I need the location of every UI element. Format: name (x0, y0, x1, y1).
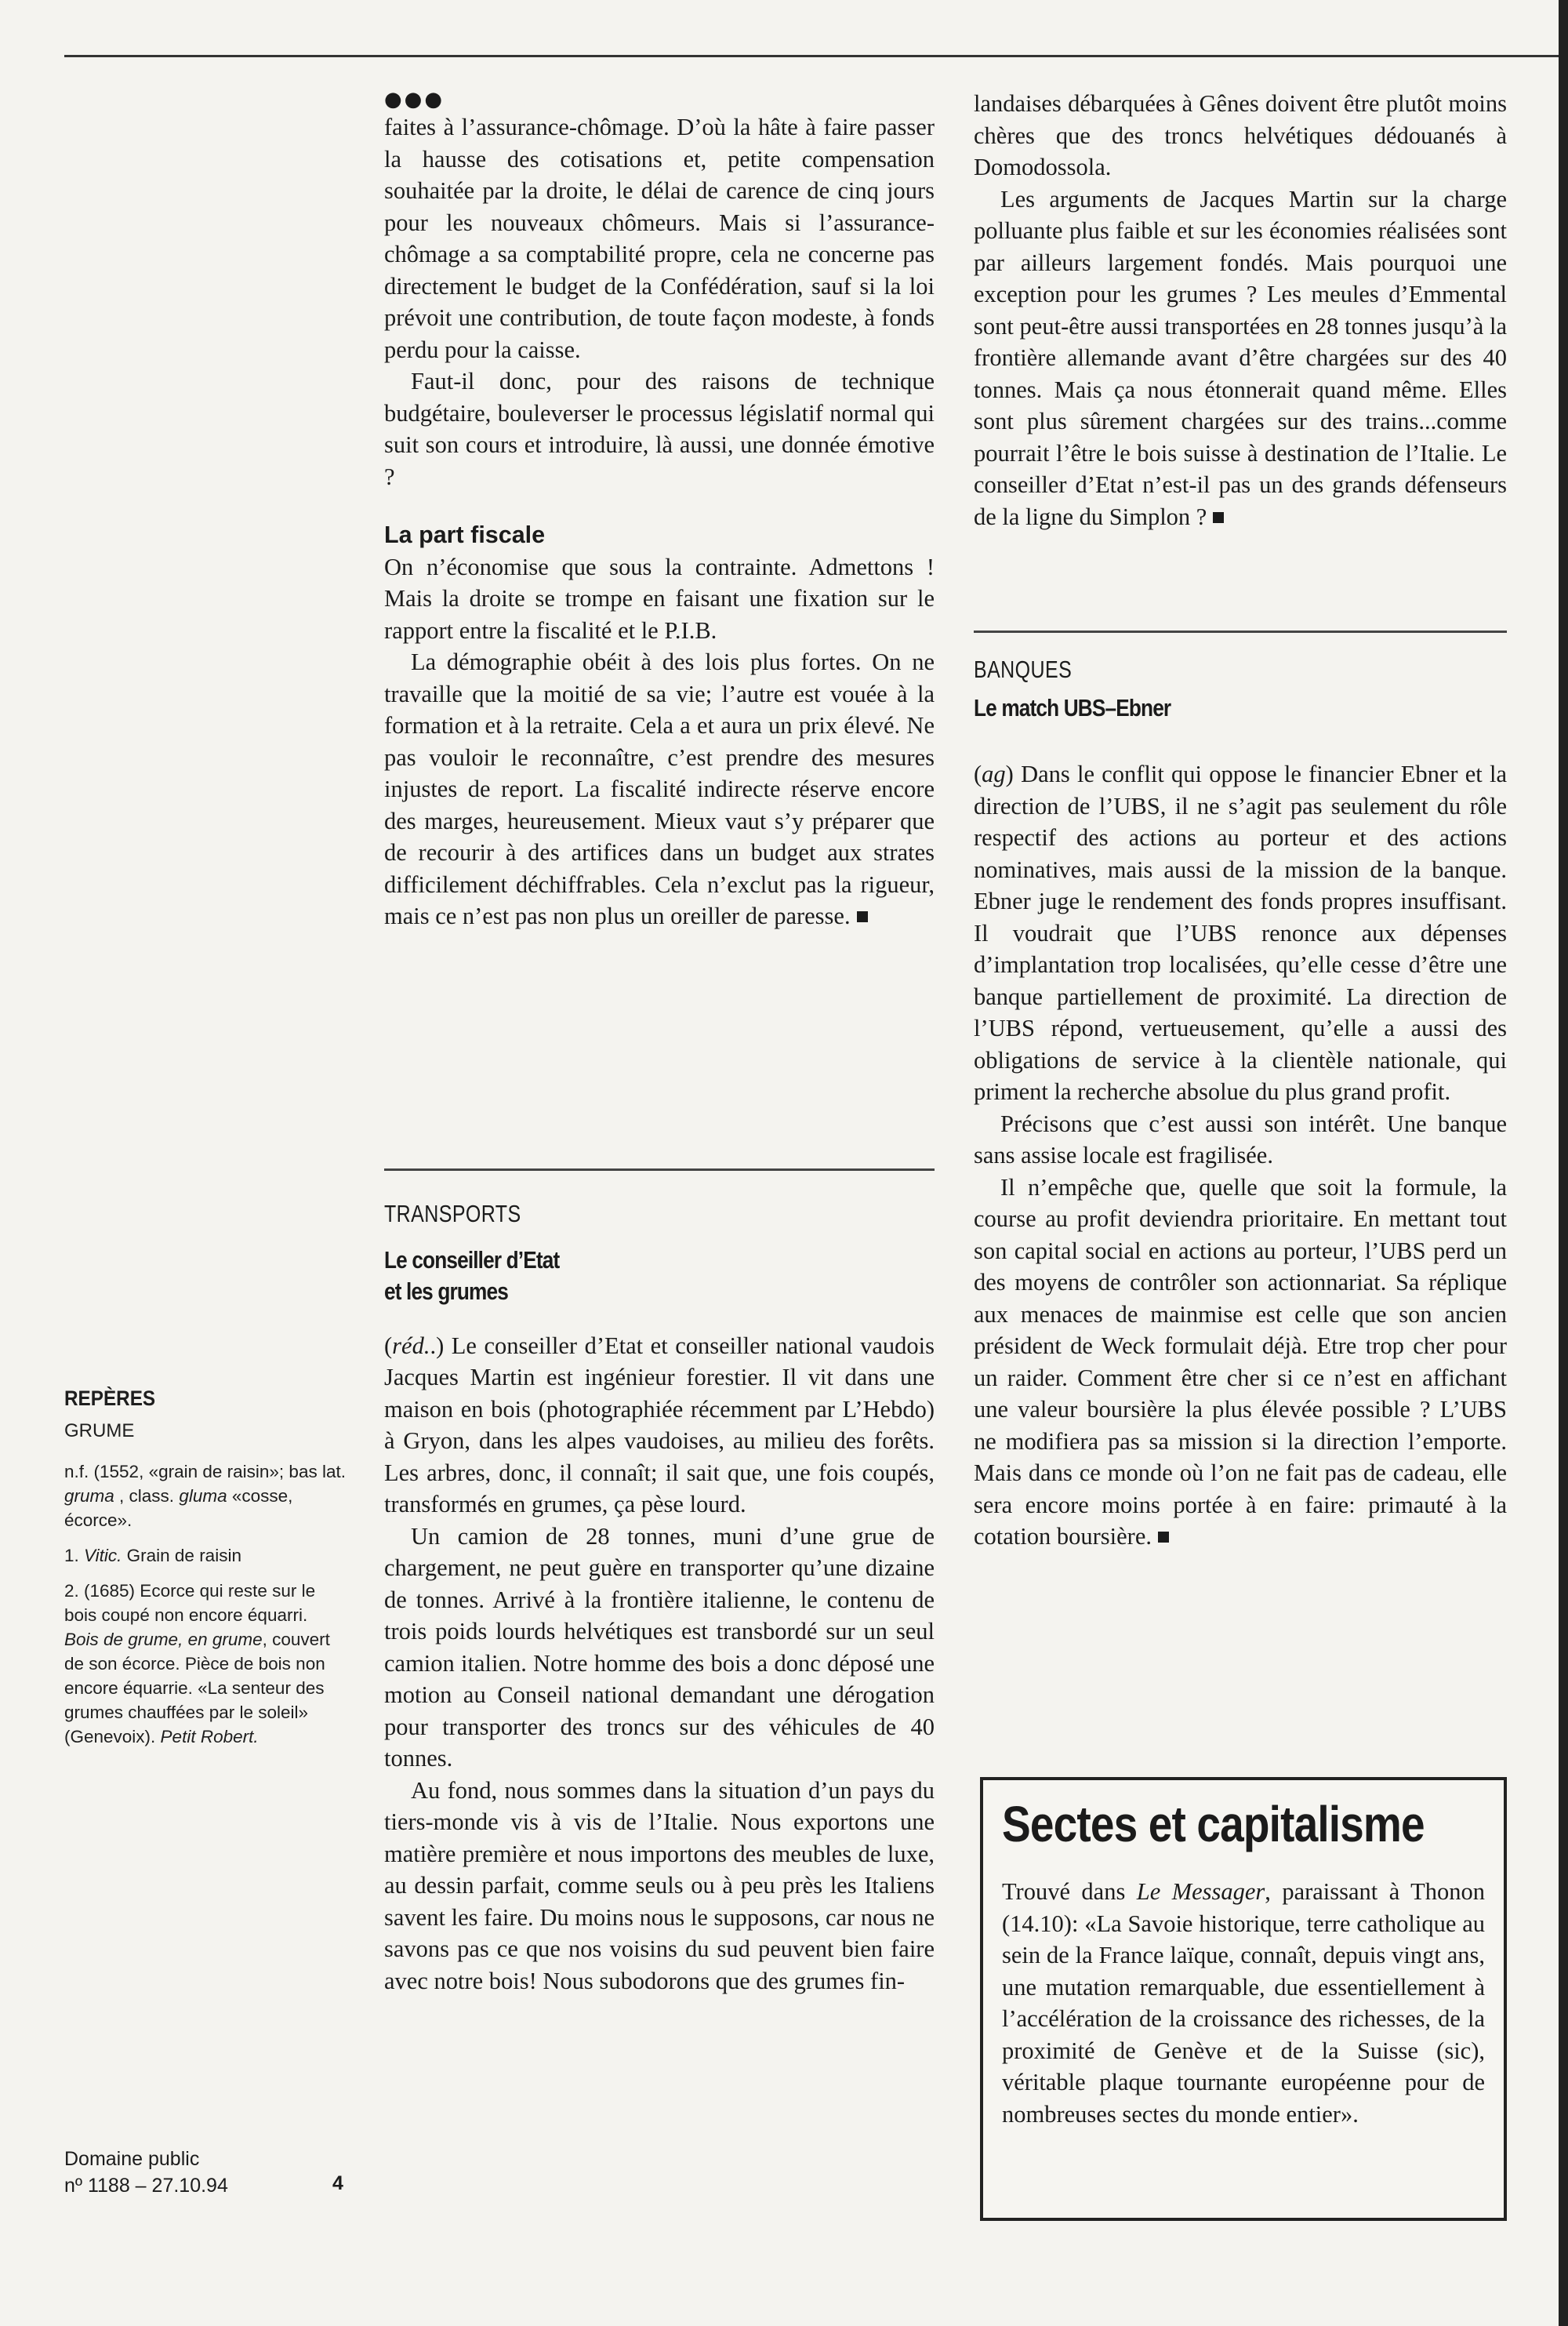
sidebar-word: GRUME (64, 1420, 135, 1441)
end-mark-icon (857, 911, 868, 922)
section-kicker: TRANSPORTS (384, 1201, 521, 1227)
sidebar-etymology: n.f. (1552, «grain de raisin»; bas lat. gruma , class. gluma «cosse, écorce». (64, 1462, 346, 1530)
column-1 (384, 88, 935, 932)
article-headline: Le match UBS–Ebner (974, 694, 1171, 721)
body-paragraph: landaises débarquées à Gênes doivent être plutôt moins chères que des troncs helvétiques dédouanés à Domodossola. (974, 90, 1507, 180)
body-paragraph: Faut-il donc, pour des raisons de technique budgétaire, bouleverser le processus législatif normal qui suit son cours et introduire, là aussi, une donnée émotive ? (384, 368, 935, 490)
section-rule (384, 1168, 935, 1171)
footer (64, 2146, 228, 2199)
sectes-box (980, 1777, 1507, 2221)
column-2 (974, 88, 1507, 532)
article-headline: Le conseiller d’Etat (384, 1246, 560, 1274)
body-paragraph: La démographie obéit à des lois plus fortes. On ne travaille que la moitié de sa vie; l’autre est vouée à la formation et à la retraite. Cela a et aura un prix élevé. Ne pas vouloir le reconnaître, c’est prendre des mesures injustes de report. La fiscalité indirecte réserve encore des marges, heureusement. Mieux vaut s’y préparer que de recourir à des artifices dans un budget aux strates difficilement déchiffrables. Cela n’exclut pas la rigueur, mais ce n’est pas non plus un oreiller de paresse. (384, 649, 935, 929)
top-rule (64, 55, 1568, 57)
body-paragraph: Les arguments de Jacques Martin sur la charge polluante plus faible et sur les économies réalisées sont par ailleurs largement fondés. Mais pourquoi une exception pour les grumes ? Les meules d’Emmental sont peut-être aussi transportées en 28 tonnes jusqu’à la frontière allemande avant d’être chargées sur des 40 tonnes. Mais ça nous étonnerait quand même. Elles sont plus sûrement chargées sur des trains...comme pourrait l’être le bois suisse à destination de l’Italie. Le conseiller d’Etat n’est-il pas un des grands défenseurs de la ligne du Simplon ? (974, 185, 1507, 530)
body-paragraph: On n’économise que sous la contrainte. Admettons ! Mais la droite se trompe en faisant une fixation sur le rapport entre la fiscalité et le P.I.B. (384, 553, 935, 644)
body-paragraph: faites à l’assurance-chômage. D’où la hâte à faire passer la hausse des cotisations et, petite compensation souhaitée par la droite, le délai de carence de cinq jours pour les nouveaux chômeurs. Mais si l’assurance-chômage a sa comptabilité propre, cela ne concerne pas directement le budget de la Confédération, sauf si la loi prévoit une contribution, de toute façon modeste, à fonds perdu pour la caisse. (384, 114, 935, 363)
byline: réd. (392, 1332, 430, 1359)
sidebar-title: REPÈRES (64, 1387, 156, 1410)
reperes-sidebar (64, 1387, 347, 1760)
section-kicker: BANQUES (974, 656, 1073, 683)
footer-issue: nº 1188 – 27.10.94 (64, 2175, 228, 2197)
body-paragraph: Il n’empêche que, quelle que soit la formule, la course au profit deviendra prioritaire. En mettant tout son capital social en actions au porteur, l’UBS perd un des moyens de contrôler son actionnariat. Sa réplique aux menaces de mainmise est celle que son ancien président de Weck formulait déjà. Etre trop cher pour un raider. Comment être cher si ce n’est en affichant une valeur boursière la plus élevée possible ? L’UBS ne modifiera pas sa mission si la direction l’emporte. Mais dans ce monde où l’on ne fait pas de cadeau, elle sera encore moins portée à en faire: primauté à la cotation boursière. (974, 1173, 1507, 1550)
body-paragraph: Précisons que c’est aussi son intérêt. Une banque sans assise locale est fragilisée. (974, 1110, 1507, 1168)
box-headline: Sectes et capitalisme (1002, 1796, 1425, 1852)
box-text: Trouvé dans Le Messager, paraissant à Thonon (14.10): «La Savoie historique, terre catholique au sein de la France laïque, connaît, depuis vingt ans, une mutation remarquable, due essentiellement à l’accélération de la croissance des richesses, de la proximité de Genève et de la Suisse (sic), véritable plaque tournante européenne pour de nombreuses sectes du monde entier». (1002, 1878, 1485, 2128)
section-rule (974, 631, 1507, 633)
body-paragraph: (ag) Dans le conflit qui oppose le financier Ebner et la direction de l’UBS, il ne s’agit pas seulement du rôle respectif des actions au porteur et des actions nominatives, mais aussi de la mission de la banque. Ebner juge le rendement des fonds propres insuffisant. Il voudrait que l’UBS renonce aux dépenses d’implantation trop localisées, qu’elle cesse d’être une banque partiellement de proximité. La direction de l’UBS répond, vertueusement, qu’elle a aussi des obligations de service à la clientèle nationale, qui priment la recherche absolue du plus grand profit. (974, 761, 1507, 1105)
article-banques (974, 654, 1507, 1553)
article-transports (384, 1198, 935, 1997)
end-mark-icon (1213, 512, 1224, 523)
sidebar-definition-1: 1. Vitic. Grain de raisin (64, 1546, 241, 1565)
body-paragraph: Un camion de 28 tonnes, muni d’une grue de chargement, ne peut guère en transporter qu’une dizaine de tonnes. Arrivé à la frontière italienne, le contenu de trois poids lourds helvétiques est transbordé sur un seul camion italien. Notre homme des bois a donc déposé une motion au Conseil national demandant une dérogation pour transporter des troncs sur des véhicules de 40 tonnes. (384, 1522, 935, 1772)
subheading: La part fiscale (384, 522, 546, 548)
page-number: 4 (332, 2172, 343, 2194)
continuation-marker: ●●● (384, 88, 445, 111)
body-paragraph: Au fond, nous sommes dans la situation d’un pays du tiers-monde vis à vis de l’Italie. Nous exportons une matière première et nous importons des meubles de luxe, au dessin parfait, comme seuls ou à peu près les Italiens savent les faire. Du moins nous le supposons, car nous ne savons pas ce que nos voisins du sud peuvent bien faire avec notre bois! Nous subodorons que des grumes fin- (384, 1776, 935, 1994)
end-mark-icon (1158, 1532, 1169, 1543)
body-paragraph: (réd..) Le conseiller d’Etat et conseiller national vaudois Jacques Martin est ingénieur forestier. Il vit dans une maison en bois (photographiée récemment par L’Hebdo) à Gryon, dans les alpes vaudoises, au milieu des forêts. Les arbres, donc, il connaît; il sait que, une fois coupés, transformés en grumes, ça pèse lourd. (384, 1332, 935, 1517)
byline: ag (982, 761, 1006, 787)
sidebar-definition-2: 2. (1685) Ecorce qui reste sur le bois coupé non encore équarri. Bois de grume, en grume, couvert de son écorce. Pièce de bois non encore équarrie. «La senteur des grumes chauffées par le soleil» (Genevoix). Petit Robert. (64, 1581, 330, 1746)
scan-edge (1559, 0, 1568, 2326)
footer-publication: Domaine public (64, 2148, 200, 2170)
article-headline: et les grumes (384, 1278, 508, 1305)
